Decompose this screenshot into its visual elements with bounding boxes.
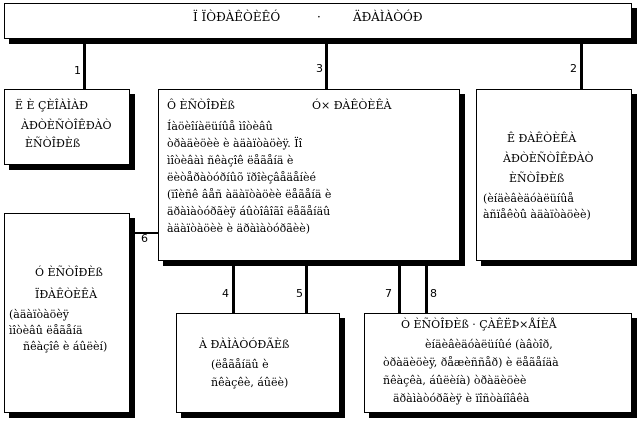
box-bottom-left-line3: ñêàçêè, áûëè)	[211, 376, 289, 389]
connector-5	[305, 265, 308, 315]
connector-4	[232, 265, 235, 315]
box-center-line: ëèòåðàòóðíûõ ïðîèçâåäåíèé	[167, 171, 317, 184]
box-center-line: òðàäèöèè è àäàïòàöèÿ. Ïî	[167, 137, 303, 150]
box-left-mid-line3: (àäàïòàöèÿ	[9, 308, 70, 321]
connector-3	[325, 37, 328, 89]
box-left-mid-line4: ìîòèâû ëåãåíä	[9, 324, 83, 337]
header-box	[4, 3, 632, 39]
box-bottom-right-line1: Ò ÈÑÒÎÐÈß · ÇÀÊËÞ×ÅÍÈÅ	[401, 318, 557, 331]
box-center-line: (ïîèñê âåñ àäàïòàöèè ëåãåíä è	[167, 188, 332, 201]
box-bottom-right	[364, 313, 632, 413]
box-left-mid-line5: ñêàçîê è áûëèí)	[23, 340, 108, 353]
header-title-right: ÄÐÀÌÀÒÓÐ	[353, 10, 423, 24]
box-right-top	[476, 89, 632, 261]
box-bottom-right-line3: òðàäèöèÿ, ðåæèññåð) è ëåãåíäà	[383, 356, 559, 369]
box-center-body	[167, 120, 331, 235]
label-number-2: 2	[570, 62, 577, 75]
label-number-4: 4	[222, 287, 229, 300]
header-title-left: Ï ÏÒÐÀÊÒÈÊÓ	[193, 10, 281, 24]
box-right-top-line4: (èíäèâèäóàëüíûå	[483, 192, 574, 205]
box-bottom-right-line5: äðàìàòóðãèÿ è ïîñòàíîâêà	[393, 392, 530, 405]
box-bottom-left-line2: (ëåãåíäû è	[211, 358, 269, 371]
connector-7	[398, 265, 401, 315]
box-bottom-left	[176, 313, 340, 413]
label-number-5: 5	[296, 287, 303, 300]
header-bullet: ·	[317, 10, 321, 24]
box-bottom-right-line2: èíäèâèäóàëüíûé (àâòîð,	[425, 338, 553, 351]
label-number-3: 3	[316, 62, 323, 75]
box-center-head-right: Ó× ÐÀÊÒÈÊÀ	[312, 99, 392, 112]
box-center-line: àäàïòàöèè è äðàìàòóðãèè)	[167, 222, 311, 235]
box-bottom-right-line4: ñêàçêà, áûëèíà) òðàäèöèè	[383, 374, 527, 387]
box-bottom-left-line1: À ÐÀÌÀÒÓÐÃÈß	[199, 338, 290, 351]
box-center-line: Íàöèîíàëüíûå ìîòèâû	[167, 120, 273, 133]
connector-8	[425, 265, 428, 315]
box-center-head-left: Ô ÈÑÒÎÐÈß	[167, 99, 235, 112]
box-center-line: äðàìàòóðãèÿ áûòîâîãî ëåãåíäû	[167, 205, 331, 218]
box-center-line: ìîòèâàì ñêàçîê ëåãåíä è	[167, 154, 294, 167]
box-left-mid-line2: ÏÐÀÊÒÈÊÀ	[35, 288, 98, 301]
box-left-mid-line1: Ó ÈÑÒÎÐÈß	[35, 266, 103, 279]
box-left-top	[4, 89, 130, 165]
box-right-top-line5: àñïåêòû àäàïòàöèè)	[483, 208, 591, 221]
connector-1	[83, 37, 86, 89]
connector-2	[580, 37, 583, 89]
box-left-top-line1: Ë È ÇÈÎÀÌÀÐ	[15, 99, 88, 112]
box-left-top-line2: ÀÐÒÈÑÒÎÊÐÀÒ	[21, 119, 112, 132]
box-right-top-line1: Ê ÐÀÊÒÈÊÀ	[507, 132, 577, 145]
label-number-8: 8	[430, 287, 437, 300]
box-right-top-line2: ÀÐÒÈÑÒÎÊÐÀÒ	[503, 152, 594, 165]
box-center	[158, 89, 460, 261]
label-number-6: 6	[141, 232, 148, 245]
box-right-top-line3: ÈÑÒÎÐÈß	[509, 172, 565, 185]
box-left-mid	[4, 213, 130, 413]
box-left-top-line3: ÈÑÒÎÐÈß	[25, 137, 81, 150]
label-number-1: 1	[74, 64, 81, 77]
label-number-7: 7	[385, 287, 392, 300]
